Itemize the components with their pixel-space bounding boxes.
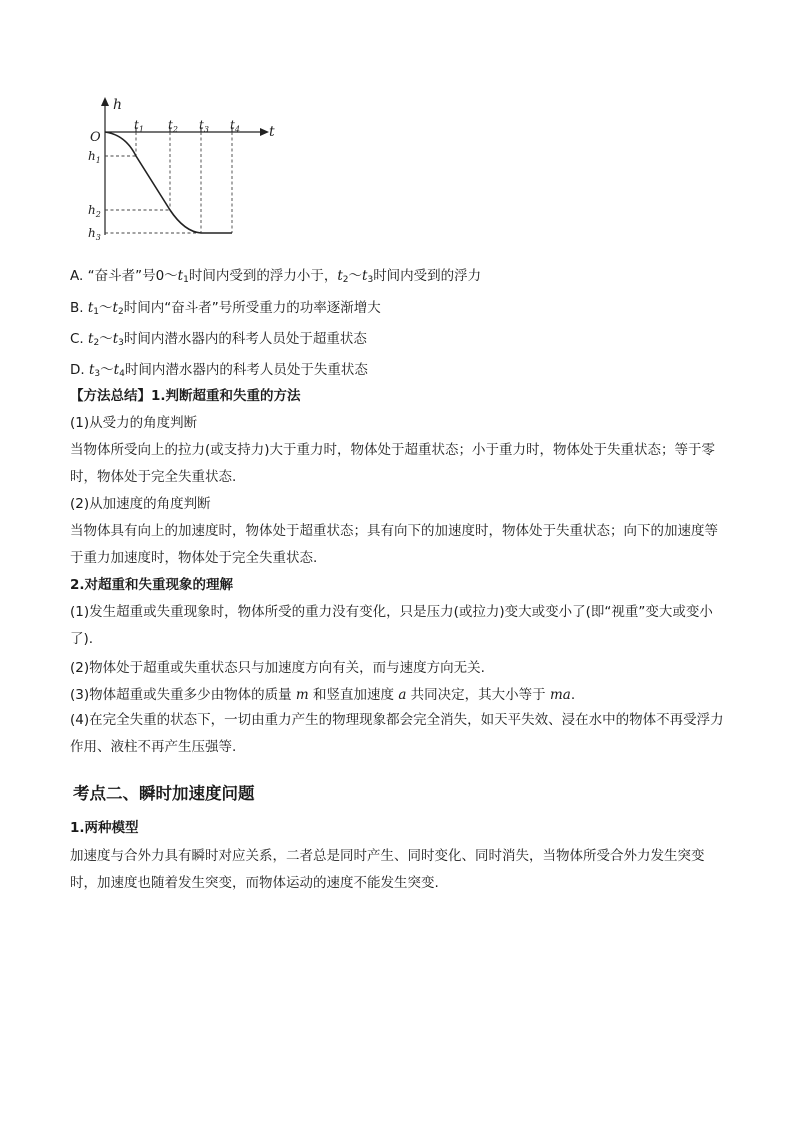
part2-point-4: (4)在完全失重的状态下，一切由重力产生的物理现象都会完全消失，如天平失效、浸在水中的物体不再受浮力作用、液柱不再产生压强等.: [70, 712, 724, 755]
x-axis-arrow-icon: [260, 128, 269, 136]
origin-label: O: [90, 130, 101, 145]
t3-label: $t_3$: [199, 118, 209, 134]
method-summary-title: 【方法总结】1.判断超重和失重的方法: [70, 388, 301, 404]
method-s2-text: 当物体具有向上的加速度时，物体处于超重状态；具有向下的加速度时，物体处于失重状态；向下的加速度等于重力加速度时，物体处于完全失重状态.: [70, 523, 718, 566]
option-b: B. $t_1\sim t_2$时间内“奋斗者”号所受重力的功率逐渐增大: [70, 300, 381, 317]
option-c: C. $t_2\sim t_3$时间内潜水器内的科考人员处于超重状态: [70, 331, 367, 348]
part2-point-3: (3)物体超重或失重多少由物体的质量 m 和竖直加速度 a 共同决定，其大小等于 ma.: [70, 687, 576, 703]
section2-subtitle: 1.两种模型: [70, 820, 139, 836]
h2-label: $h_2$: [88, 203, 101, 219]
h-t-graph-svg: [84, 94, 284, 246]
option-d: D. $t_3\sim t_4$时间内潜水器内的科考人员处于失重状态: [70, 362, 368, 379]
x-axis-label: t: [269, 124, 275, 140]
part2-point-2: (2)物体处于超重或失重状态只与加速度方向有关，而与速度方向无关.: [70, 660, 485, 676]
part2-point-1: (1)发生超重或失重现象时，物体所受的重力没有变化，只是压力(或拉力)变大或变小了(即“视重”变大或变小了).: [70, 604, 713, 647]
method-s2-title: (2)从加速度的角度判断: [70, 496, 211, 512]
h3-label: $h_3$: [88, 226, 101, 242]
method-s1-text: 当物体所受向上的拉力(或支持力)大于重力时，物体处于超重状态；小于重力时，物体处于失重状态；等于零时，物体处于完全失重状态.: [70, 442, 716, 485]
depth-curve: [105, 132, 232, 233]
y-axis-arrow-icon: [101, 97, 109, 106]
t1-label: $t_1$: [134, 118, 144, 134]
option-a: A. “奋斗者”号$0\sim t_1$时间内受到的浮力小于，$t_2\sim t_3$时间内受到的浮力: [70, 268, 482, 285]
t2-label: $t_2$: [168, 118, 178, 134]
t4-label: $t_4$: [230, 118, 240, 134]
method-s1-title: (1)从受力的角度判断: [70, 415, 198, 431]
h-t-graph: [84, 94, 284, 246]
y-axis-label: h: [113, 97, 123, 113]
h1-label: $h_1$: [88, 149, 101, 165]
part2-title: 2.对超重和失重现象的理解: [70, 577, 234, 593]
guide-lines: [105, 132, 232, 233]
section2-text: 加速度与合外力具有瞬时对应关系，二者总是同时产生、同时变化、同时消失，当物体所受合外力发生突变时，加速度也随着发生突变，而物体运动的速度不能发生突变.: [70, 848, 705, 891]
section2-heading: 考点二、瞬时加速度问题: [73, 784, 255, 803]
